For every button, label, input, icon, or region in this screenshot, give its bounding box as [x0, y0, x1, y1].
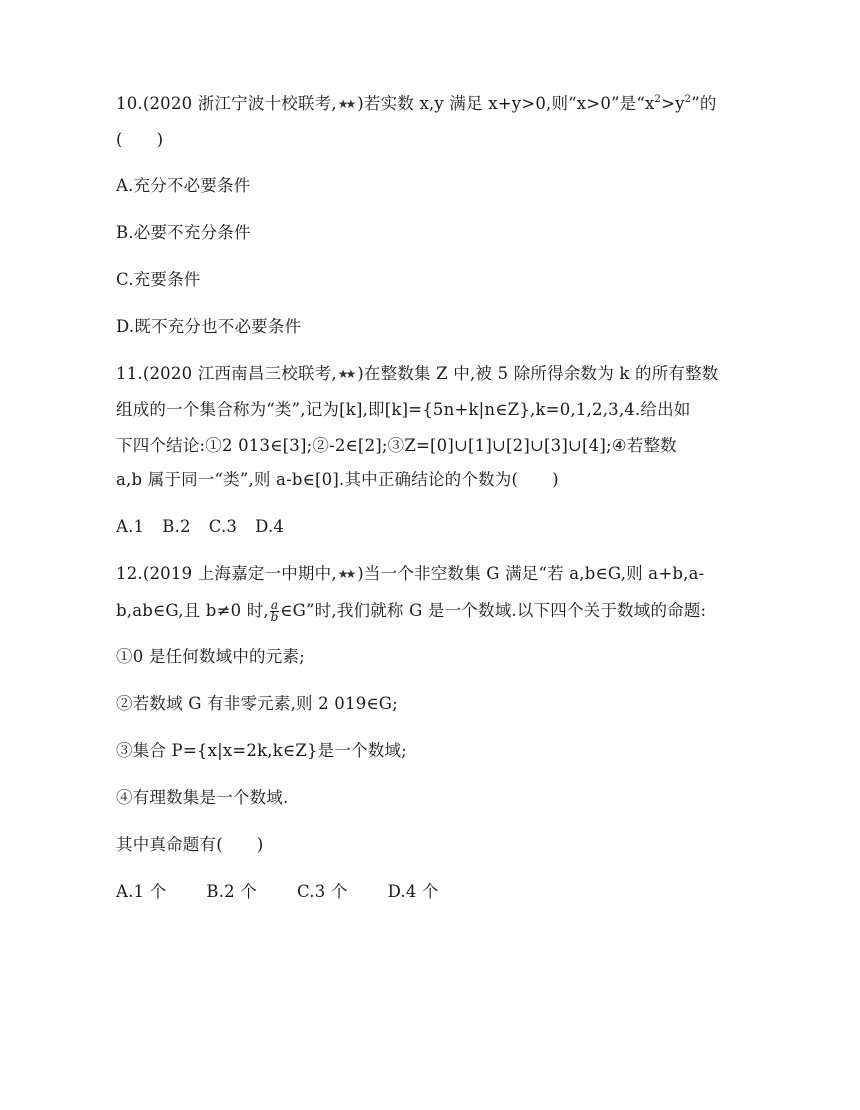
- q12-stem-end: ∈G”时,我们就称 G 是一个数域.以下四个关于数域的命题:: [280, 601, 707, 620]
- q11-stem-line3: 下四个结论:①2 013∈[3];②-2∈[2];③Z=[0]∪[1]∪[2]∪[3]∪[4];④若整数: [116, 436, 677, 455]
- q12-proposition-4: ④有理数集是一个数域.: [116, 788, 289, 807]
- q12-source: 12.(2019 上海嘉定一中期中,: [116, 564, 337, 583]
- fraction-a-over-b: [270, 600, 279, 623]
- paren-open: (: [116, 130, 123, 149]
- q12-ask: 其中真命题有(: [116, 835, 223, 854]
- q11-option-c: C.3: [208, 517, 238, 536]
- q12-question: [116, 833, 263, 857]
- q12-stem: )当一个非空数集 G 满足“若 a,b∈G,则 a+b,a-: [357, 564, 705, 583]
- q10-stem-tail: ”的: [691, 94, 717, 113]
- q12-option-b: B.2 个: [206, 882, 258, 901]
- exponent: 2: [654, 94, 662, 105]
- q10-stem: )若实数 x,y 满足 x+y>0,则“x>0”是“x: [357, 94, 655, 113]
- q11-options: [116, 515, 284, 539]
- q11-stem-end: a,b 属于同一“类”,则 a-b∈[0].其中正确结论的个数为(: [116, 470, 519, 489]
- q11-option-d: D.4: [255, 517, 285, 536]
- q12-proposition-3: ③集合 P={x|x=2k,k∈Z}是一个数域;: [116, 741, 407, 760]
- q12-option-d: D.4 个: [387, 882, 439, 901]
- q10-option-b: B.必要不充分条件: [116, 223, 251, 242]
- paren-close: ): [156, 130, 164, 149]
- q10-option-a: A.充分不必要条件: [116, 176, 251, 195]
- q12-stem-line2: [116, 599, 706, 623]
- q11-option-a: A.1: [116, 517, 145, 536]
- exponent: 2: [684, 94, 692, 105]
- q10-stem-cont: >y: [661, 94, 685, 113]
- q12-proposition-1: ①0 是任何数域中的元素;: [116, 647, 305, 666]
- q11-stem-line2: 组成的一个集合称为“类”,记为[k],即[k]={5n+k|n∈Z},k=0,1,2,3,4.给出如: [116, 400, 691, 419]
- q12-stem-line1: [116, 562, 704, 586]
- fraction-numerator: a: [270, 598, 279, 612]
- q12-stem-cont: b,ab∈G,且 b≠0 时,: [116, 601, 269, 620]
- q12-option-c: C.3 个: [297, 882, 348, 901]
- difficulty-star-icon: ★★: [337, 97, 354, 111]
- difficulty-star-icon: ★★: [337, 567, 354, 581]
- difficulty-star-icon: ★★: [337, 367, 354, 381]
- q10-option-c: C.充要条件: [116, 270, 201, 289]
- q11-stem-line1: [116, 362, 719, 386]
- q11-option-b: B.2: [162, 517, 191, 536]
- paren-close: ): [552, 470, 559, 489]
- q11-source: 11.(2020 江西南昌三校联考,: [116, 364, 337, 383]
- q11-stem-line4: [116, 468, 559, 492]
- paren-close: ): [256, 835, 264, 854]
- q10-source: 10.(2020 浙江宁波十校联考,: [116, 94, 337, 113]
- q12-proposition-2: ②若数域 G 有非零元素,则 2 019∈G;: [116, 694, 398, 713]
- q12-option-a: A.1 个: [116, 882, 167, 901]
- q10-answer-paren: [116, 128, 163, 152]
- q11-stem: )在整数集 Z 中,被 5 除所得余数为 k 的所有整数: [357, 364, 719, 383]
- q10-stem-line1: [116, 92, 717, 116]
- q12-options: [116, 880, 439, 904]
- q10-option-d: D.既不充分也不必要条件: [116, 317, 302, 336]
- fraction-denominator: b: [270, 610, 279, 624]
